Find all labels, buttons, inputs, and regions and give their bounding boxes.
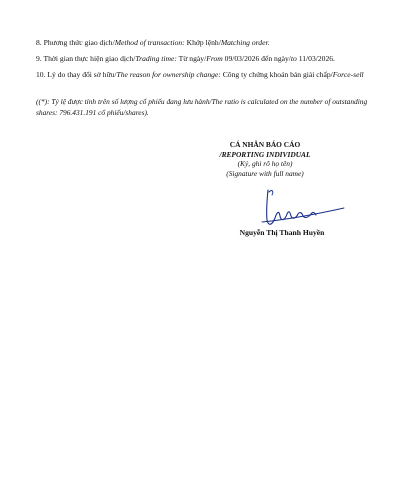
- item-text-segment: Matching order.: [220, 38, 270, 47]
- item-method-of-transaction: [36, 38, 386, 49]
- signature-stroke: [267, 190, 316, 224]
- item-text-segment: 09/03/2026 đến ngày/: [222, 54, 291, 63]
- signature-title-en: /REPORTING INDIVIDUAL: [219, 149, 311, 159]
- item-text-segment: Thời gian thực hiện giao dịch/: [41, 54, 136, 63]
- ratio-note: ((*): Tỷ lệ được tính trên số lượng cổ phiếu đang lưu hành/The ratio is calculated on the number of outstanding shares: 796.431.191 cổ phiếu/shares).: [36, 97, 368, 117]
- item-text: [46, 70, 364, 79]
- item-text-segment: Lý do thay đổi sở hữu/: [45, 70, 117, 79]
- item-number: 9.: [36, 54, 42, 63]
- item-text-segment: Phương thức giao dịch/: [41, 38, 115, 47]
- item-number: 8.: [36, 38, 42, 47]
- item-text-segment: From: [206, 54, 223, 63]
- item-text-segment: to: [290, 54, 297, 63]
- signature-loop: [269, 191, 273, 195]
- item-text-segment: The reason for ownership change:: [116, 70, 221, 79]
- item-text-segment: Công ty chứng khoán bán giải chấp/: [220, 70, 333, 79]
- item-text-segment: Khớp lệnh/: [184, 38, 221, 47]
- signature-hint-en: (Signature with full name): [226, 168, 304, 178]
- item-text-segment: Method of transaction:: [114, 38, 185, 47]
- item-text: [42, 38, 270, 47]
- item-text-segment: Force-sell: [332, 70, 364, 79]
- item-number: 10.: [36, 70, 46, 79]
- item-text-segment: Trading time:: [135, 54, 177, 63]
- signer-name: Nguyễn Thị Thanh Huyền: [239, 228, 325, 237]
- signature-block: [210, 140, 320, 178]
- item-text: [42, 54, 335, 63]
- item-text-segment: Từ ngày/: [176, 54, 207, 63]
- signature-hint-vi: (Ký, ghi rõ họ tên): [237, 159, 293, 168]
- handwritten-signature: [258, 186, 348, 230]
- item-text-segment: 11/03/2026.: [296, 54, 335, 63]
- item-reason-for-change: [36, 70, 386, 81]
- item-trading-time: [36, 54, 386, 65]
- signature-title-vi: CÁ NHÂN BÁO CÁO: [229, 140, 301, 149]
